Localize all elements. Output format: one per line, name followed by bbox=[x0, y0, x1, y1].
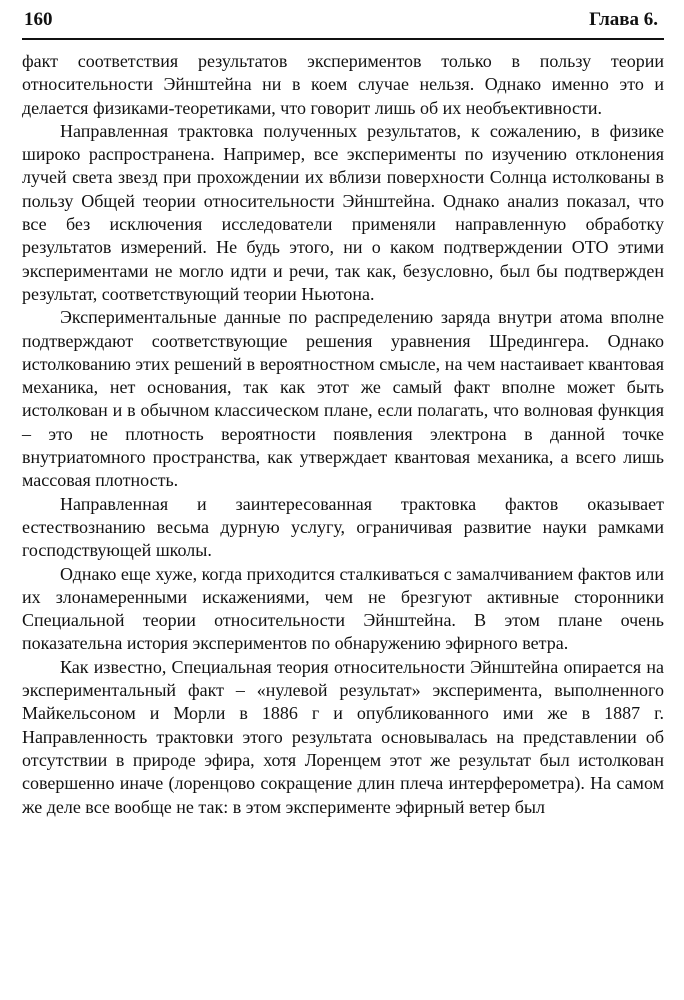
page-number: 160 bbox=[24, 9, 53, 30]
paragraph-suppression-of-facts: Однако еще хуже, когда приходится сталкиваться с замалчиванием фактов или их злонамеренными искажениями, чем не брезгуют активные сторонники Специальной теории относительности Эйнштейна. В этом плане очень показательна история экспериментов по обнаружению эфирного ветра. bbox=[22, 563, 664, 654]
paragraph-michelson-morley: Как известно, Специальная теория относительности Эйнштейна опирается на экспериментальный факт – «нулевой результат» эксперимента, выполненного Майкельсоном и Морли в 1886 г и опубликованного ими же в 1887 г. Направленность трактовки этого результата основывалась на представлении об отсутствии в природе эфира, хотя Лоренцем этот же результат был истолкован совершенно иначе (лоренцово сокращение длин плеча интерферометра). На самом же деле все вообще не так: в этом эксперименте эфирный ветер был bbox=[22, 656, 664, 817]
running-header bbox=[22, 6, 664, 40]
paragraph-interested-interpretation: Направленная и заинтересованная трактовка фактов оказывает естествознанию весьма дурную услугу, ограничивая развитие науки рамками господствующей школы. bbox=[22, 493, 664, 561]
body-text bbox=[22, 50, 664, 819]
paragraph-charge-distribution: Экспериментальные данные по распределению заряда внутри атома вполне подтверждают соответствующие решения уравнения Шредингера. Однако истолкованию этих решений в вероятностном смысле, на чем настаивает квантовая механика, нет основания, так как этот же самый факт вполне может быть истолкован и в обычном классическом плане, если полагать, что волновая функция – это не плотность вероятности появления электрона в данной точке внутриатомного пространства, как утверждает квантовая механика, а всего лишь массовая плотность. bbox=[22, 307, 664, 491]
paragraph-directed-interpretation: Направленная трактовка полученных результатов, к сожалению, в физике широко распространена. Например, все эксперименты по изучению отклонения лучей света звезд при прохождении их вблизи поверхности Солнца истолкованы в пользу Общей теории относительности Эйнштейна. Однако анализ показал, что все без исключения исследователи применяли направленную обработку результатов измерений. Не будь этого, ни о каком подтверждении ОТО этими экспериментами не могло идти и речи, так как, безусловно, был бы подтвержден результат, соответствующий теории Ньютона. bbox=[22, 120, 664, 304]
chapter-title: Глава 6. bbox=[589, 9, 658, 30]
paragraph-continuation: факт соответствия результатов экспериментов только в пользу теории относительности Эйнштейна ни в коем случае нельзя. Однако именно это и делается физиками-теоретиками, что говорит лишь об их необъективности. bbox=[22, 51, 664, 118]
